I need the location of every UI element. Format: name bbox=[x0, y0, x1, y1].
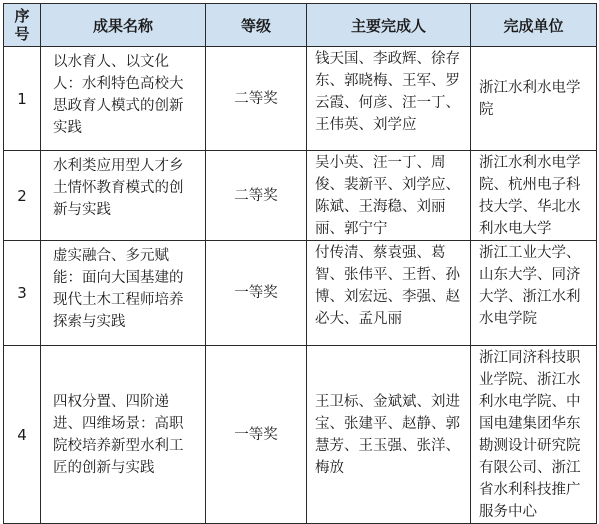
row-people: 付传清、蔡袁强、葛智、张伟平、王哲、孙博、刘宏远、李强、赵必大、孟凡丽 bbox=[307, 241, 471, 346]
row-people: 钱天国、李政辉、徐存东、郭晓梅、王军、罗云霞、何彦、汪一丁、王伟英、刘学应 bbox=[307, 47, 471, 151]
header-people: 主要完成人 bbox=[307, 4, 471, 47]
row-people: 吴小英、汪一丁、周俊、裴新平、刘学应、陈斌、王海稳、刘丽丽、郭宁宁 bbox=[307, 151, 471, 241]
row-name: 水利类应用型人才乡土情怀教育模式的创新与实践 bbox=[41, 151, 206, 241]
row-index: 4 bbox=[4, 346, 41, 524]
row-level: 一等奖 bbox=[206, 346, 307, 524]
table-row bbox=[4, 151, 597, 241]
header-index: 序号 bbox=[4, 4, 41, 47]
row-unit: 浙江水利水电学院 bbox=[471, 47, 597, 151]
row-name: 以水育人、以文化人：水利特色高校大思政育人模式的创新实践 bbox=[41, 47, 206, 151]
table-row bbox=[4, 346, 597, 524]
row-unit: 浙江工业大学、山东大学、同济大学、浙江水利水电学院 bbox=[471, 241, 597, 346]
row-unit: 浙江同济科技职业学院、浙江水利水电学院、中国电建集团华东勘测设计研究院有限公司、浙江省水利科技推广服务中心 bbox=[471, 346, 597, 524]
row-people: 王卫标、金斌斌、刘进宝、张建平、赵静、郭慧芳、王玉强、张洋、梅放 bbox=[307, 346, 471, 524]
row-name: 四权分置、四阶递进、四维场景：高职院校培养新型水利工匠的创新与实践 bbox=[41, 346, 206, 524]
row-name: 虚实融合、多元赋能：面向大国基建的现代土木工程师培养探索与实践 bbox=[41, 241, 206, 346]
row-index: 3 bbox=[4, 241, 41, 346]
awards-table bbox=[3, 3, 597, 524]
table-row bbox=[4, 241, 597, 346]
row-unit: 浙江水利水电学院、杭州电子科技大学、华北水利水电大学 bbox=[471, 151, 597, 241]
header-name: 成果名称 bbox=[41, 4, 206, 47]
row-level: 一等奖 bbox=[206, 241, 307, 346]
header-row bbox=[4, 4, 597, 47]
row-index: 1 bbox=[4, 47, 41, 151]
row-level: 二等奖 bbox=[206, 47, 307, 151]
header-unit: 完成单位 bbox=[471, 4, 597, 47]
row-index: 2 bbox=[4, 151, 41, 241]
header-level: 等级 bbox=[206, 4, 307, 47]
row-level: 二等奖 bbox=[206, 151, 307, 241]
table-row bbox=[4, 47, 597, 151]
